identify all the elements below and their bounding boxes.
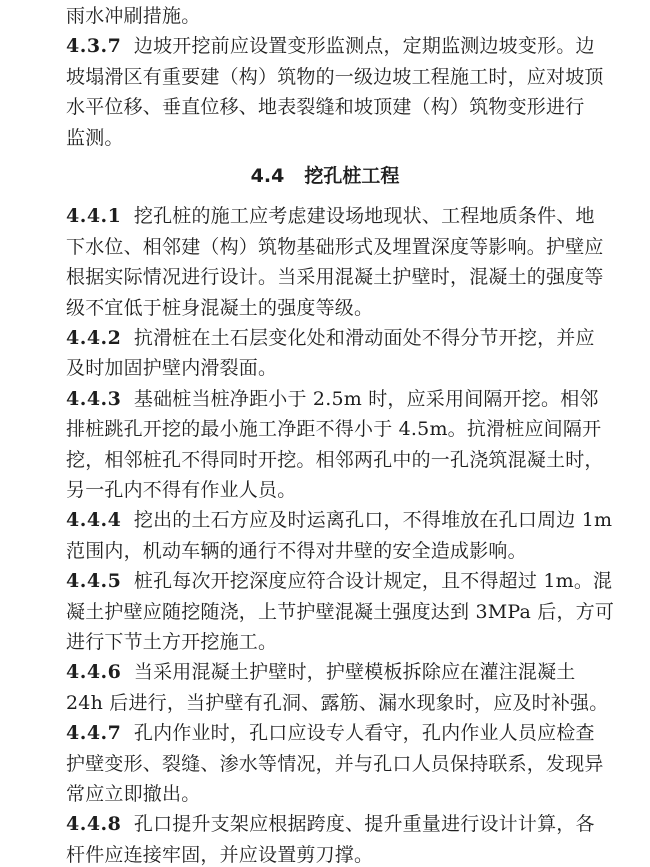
clause-4-4-3-line-2: 排桩跳孔开挖的最小施工净距不得小于 4.5m。抗滑桩应间隔开 [66, 418, 602, 440]
clause-4-4-7-line-1 [66, 721, 595, 745]
clause-4-4-3-line-4: 另一孔内不得有作业人员。 [66, 479, 297, 501]
clause-4-4-7-line-2: 护壁变形、裂缝、渗水等情况，并与孔口人员保持联系，发现异 [66, 753, 604, 775]
clause-number: 4.4.7 [66, 722, 122, 744]
clause-4-4-1-line-4: 级不宜低于桩身混凝土的强度等级。 [66, 297, 374, 319]
clause-text: 当采用混凝土护壁时，护壁模板拆除应在灌注混凝土 [133, 661, 576, 683]
clause-4-4-1-line-3: 根据实际情况进行设计。当采用混凝土护壁时，混凝土的强度等 [66, 266, 604, 288]
clause-4-4-8-line-1 [66, 812, 595, 836]
clause-text: 孔内作业时，孔口应设专人看守，孔内作业人员应检查 [133, 722, 595, 744]
clause-4-4-1-line-2: 下水位、相邻建（构）筑物基础形式及埋置深度等影响。护壁应 [66, 236, 604, 258]
clause-text: 边坡开挖前应设置变形监测点，定期监测边坡变形。边 [133, 35, 595, 57]
clause-4-3-7-line-2: 坡塌滑区有重要建（构）筑物的一级边坡工程施工时，应对坡顶 [66, 66, 604, 88]
clause-4-4-5-line-3: 进行下节土方开挖施工。 [66, 631, 278, 653]
clause-text: 挖孔桩的施工应考虑建设场地现状、工程地质条件、地 [133, 205, 595, 227]
clause-text: 抗滑桩在土石层变化处和滑动面处不得分节开挖，并应 [133, 327, 595, 349]
clause-text: 挖出的土石方应及时运离孔口，不得堆放在孔口周边 1m [133, 509, 613, 531]
clause-number: 4.4.3 [66, 388, 122, 410]
clause-text: 基础桩当桩净距小于 2.5m 时，应采用间隔开挖。相邻 [133, 388, 599, 410]
clause-4-4-2-line-1 [66, 326, 595, 350]
clause-4-4-6-line-2: 24h 后进行，当护壁有孔洞、露筋、漏水现象时，应及时补强。 [66, 692, 609, 714]
clause-4-4-3-line-3: 挖，相邻桩孔不得同时开挖。相邻两孔中的一孔浇筑混凝土时， [66, 449, 604, 471]
clause-4-4-6-line-1 [66, 660, 586, 684]
clause-4-4-5-line-1 [66, 569, 613, 593]
clause-4-4-1-line-1 [66, 204, 595, 228]
section-title: 挖孔桩工程 [304, 165, 400, 187]
clause-4-4-2-line-2: 及时加固护壁内滑裂面。 [66, 357, 278, 379]
section-heading [0, 164, 650, 188]
clause-4-4-4-line-2: 范围内，机动车辆的通行不得对井壁的安全造成影响。 [66, 540, 527, 562]
clause-number: 4.3.7 [66, 35, 122, 57]
clause-number: 4.4.4 [66, 509, 122, 531]
clause-number: 4.4.8 [66, 813, 122, 835]
clause-4-3-7-line-1 [66, 34, 595, 58]
clause-4-4-3-line-1 [66, 387, 599, 411]
clause-4-4-4-line-1 [66, 508, 613, 532]
clause-text: 桩孔每次开挖深度应符合设计规定，且不得超过 1m。混 [133, 570, 613, 592]
previous-clause-tail: 雨水冲刷措施。 [66, 5, 201, 27]
clause-4-3-7-line-3: 水平位移、垂直位移、地表裂缝和坡顶建（构）筑物变形进行 [66, 96, 585, 118]
clause-number: 4.4.2 [66, 327, 122, 349]
clause-number: 4.4.1 [66, 205, 122, 227]
section-number: 4.4 [250, 165, 285, 187]
clause-4-4-7-line-3: 常应立即撤出。 [66, 783, 201, 805]
clause-number: 4.4.6 [66, 661, 122, 683]
clause-4-4-5-line-2: 凝土护壁应随挖随浇，上节护壁混凝土强度达到 3MPa 后，方可 [66, 601, 615, 623]
clause-number: 4.4.5 [66, 570, 122, 592]
clause-text: 孔口提升支架应根据跨度、提升重量进行设计计算，各 [133, 813, 595, 835]
clause-4-3-7-line-4: 监测。 [66, 127, 124, 149]
clause-4-4-8-line-2: 杆件应连接牢固，并应设置剪刀撑。 [66, 844, 374, 866]
